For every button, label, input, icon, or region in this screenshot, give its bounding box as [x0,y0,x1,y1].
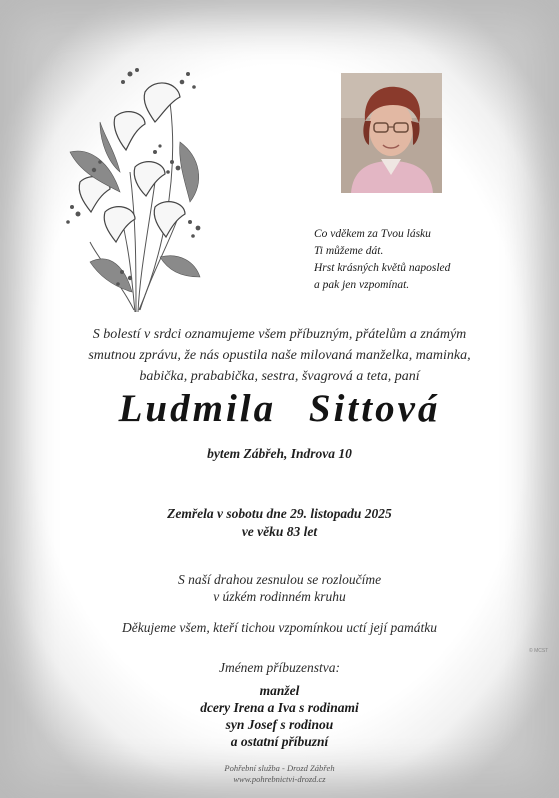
poem-line: a pak jen vzpomínat. [314,279,410,291]
announcement-line: babička, prababička, sestra, švagrová a teta, paní [139,369,420,384]
family-member: dcery Irena a Iva s rodinami [200,700,359,715]
family-members [0,682,559,750]
family-label: Jménem příbuzenstva: [218,660,341,675]
death-info [0,505,559,541]
family-member: manžel [259,683,300,698]
death-date: Zemřela v sobotu dne 29. listopadu 2025 [167,506,392,521]
farewell-line: v úzkém rodinném kruhu [213,589,346,604]
deceased-address: bytem Zábřeh, Indrova 10 [207,446,352,461]
funeral-service-website: www.pohrebnictvi-drozd.cz [233,774,326,784]
announcement-line: smutnou zprávu, že nás opustila naše milovaná manželka, maminka, [88,348,471,363]
announcement-text [40,324,519,387]
memorial-poem [314,226,534,294]
portrait-figure [341,73,442,193]
poem-line: Co vděkem za Tvou lásku [314,228,431,240]
portrait-photo [341,73,442,193]
farewell-line: S naší drahou zesnulou se rozloučíme [177,572,382,587]
funeral-service-name: Pohřební služba - Drozd Zábřeh [224,763,335,773]
death-age: ve věku 83 let [241,524,318,539]
poem-line: Hrst krásných květů naposled [314,262,451,274]
family-member: a ostatní příbuzní [230,734,329,749]
thanks-text: Děkujeme všem, kteří tichou vzpomínkou uctí její památku [122,620,437,635]
poem-line: Ti můžeme dát. [314,245,384,257]
lily-bouquet-illustration [60,62,220,322]
funeral-service-footer [0,763,559,785]
announcement-line: S bolestí v srdci oznamujeme všem příbuzným, přátelům a známým [92,327,467,342]
family-member: syn Josef s rodinou [225,717,334,732]
copyright-mark: © MCST [529,648,549,654]
deceased-name: Ludmila Sittová [118,387,441,430]
farewell-info [0,571,559,605]
